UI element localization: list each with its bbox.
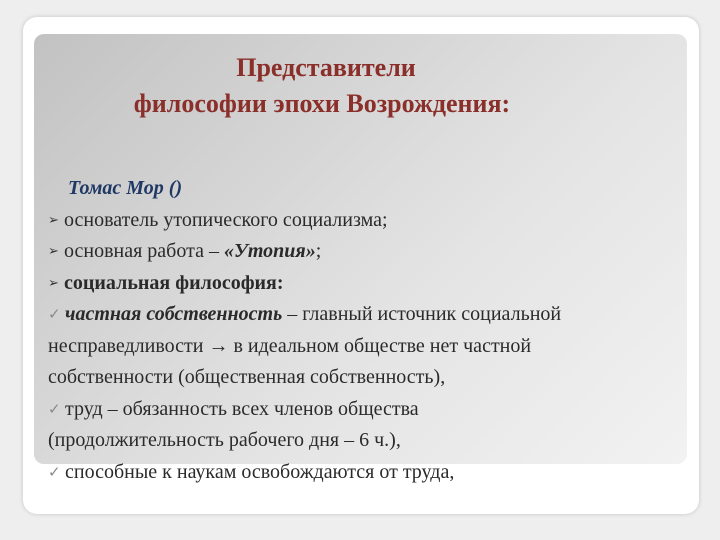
work-title: «Утопия» bbox=[223, 240, 316, 262]
bullet-item-main-work bbox=[48, 236, 678, 268]
bullet-text: основатель утопического социализма; bbox=[64, 208, 388, 231]
arrowhead-bullet-icon: ➢ bbox=[48, 212, 59, 228]
check-item-continuation: (продолжительность рабочего дня – 6 ч.), bbox=[48, 429, 401, 451]
check-emph: частная собственность bbox=[65, 303, 283, 325]
bullet-text: социальная философия: bbox=[64, 271, 284, 294]
checkmark-icon: ✓ bbox=[48, 462, 61, 481]
bullet-item-social-philosophy bbox=[48, 268, 678, 300]
arrowhead-bullet-icon: ➢ bbox=[48, 275, 59, 291]
title-line-2: философии эпохи Возрождения: bbox=[133, 89, 511, 118]
title-line-1: Представители bbox=[236, 53, 416, 82]
checkmark-icon: ✓ bbox=[48, 399, 61, 418]
bullet-text-prefix: основная работа – bbox=[64, 240, 224, 262]
bullet-item-founder bbox=[48, 205, 678, 237]
check-item-continuation: несправедливости → в идеальном обществе нет частной bbox=[48, 334, 532, 357]
checkmark-icon: ✓ bbox=[48, 305, 61, 323]
check-item-private-property bbox=[48, 299, 678, 331]
check-item-labor bbox=[48, 394, 678, 426]
person-name: Томас Мор () bbox=[68, 177, 183, 199]
arrowhead-bullet-icon: ➢ bbox=[48, 244, 59, 259]
slide-body bbox=[48, 173, 678, 488]
check-item-science bbox=[48, 457, 678, 489]
check-text: – главный источник социальной bbox=[282, 303, 562, 325]
bullet-text-suffix: ; bbox=[315, 240, 322, 262]
check-text: труд – обязанность всех членов общества bbox=[65, 397, 419, 420]
check-text: способные к наукам освобождаются от труда, bbox=[65, 460, 455, 483]
check-item-continuation: собственности (общественная собственность), bbox=[48, 366, 446, 388]
slide-title bbox=[60, 50, 660, 122]
